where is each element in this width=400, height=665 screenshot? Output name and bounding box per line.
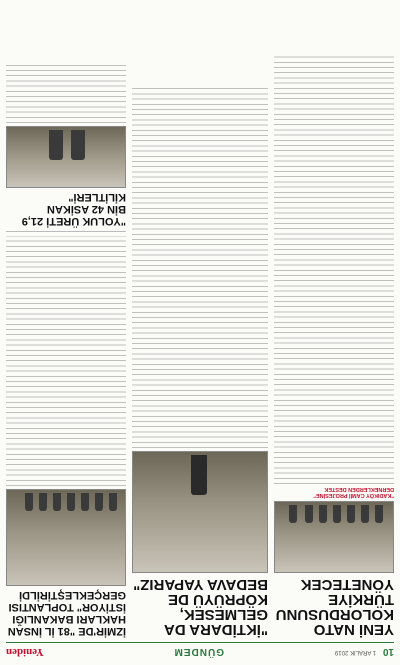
article-body-b: [132, 88, 268, 448]
headline-izmir: İZMİR'DE "81 İL İNSAN HAKLARI BAKANLIĞI İSTİYOR" TOPLANTISI GERÇEKLEŞTİRİLDİ: [7, 589, 126, 637]
photo-speaker: [132, 451, 268, 573]
kicker-kadikoy: "KADIKÖY CAMİİ PROJESİNE" DERNEKLERDEN DESTEK: [313, 486, 394, 498]
headline-kopru: "İKTİDARA DA GELMESEK, KÖPRÜYÜ DE BEDAVA YAPARIZ": [133, 576, 268, 638]
photo-meeting: [6, 489, 126, 586]
section-title: GÜNDEM: [173, 646, 224, 657]
photo-group: [274, 501, 394, 573]
column-c: [6, 6, 126, 637]
photo-bottom: [6, 126, 126, 188]
issue-date: 1 ARALIK 2019: [334, 649, 376, 655]
article-body-c2: [6, 63, 126, 123]
newspaper-logo: Yeniden: [6, 646, 44, 658]
headline-nato: YENİ NATO KOLORDUSUNU TÜRKİYE YÖNETECEK: [275, 576, 394, 638]
article-body-c: [6, 236, 126, 486]
page-number: 10: [382, 646, 394, 657]
headline-yoluk: "YOLUK ÜRETİ 21,9 BİN 42 ASİKAN KİLİTLERİ": [21, 191, 126, 227]
article-body-a: [274, 54, 394, 484]
column-b: [132, 6, 268, 637]
column-a: [274, 6, 394, 637]
masthead: [6, 642, 394, 659]
